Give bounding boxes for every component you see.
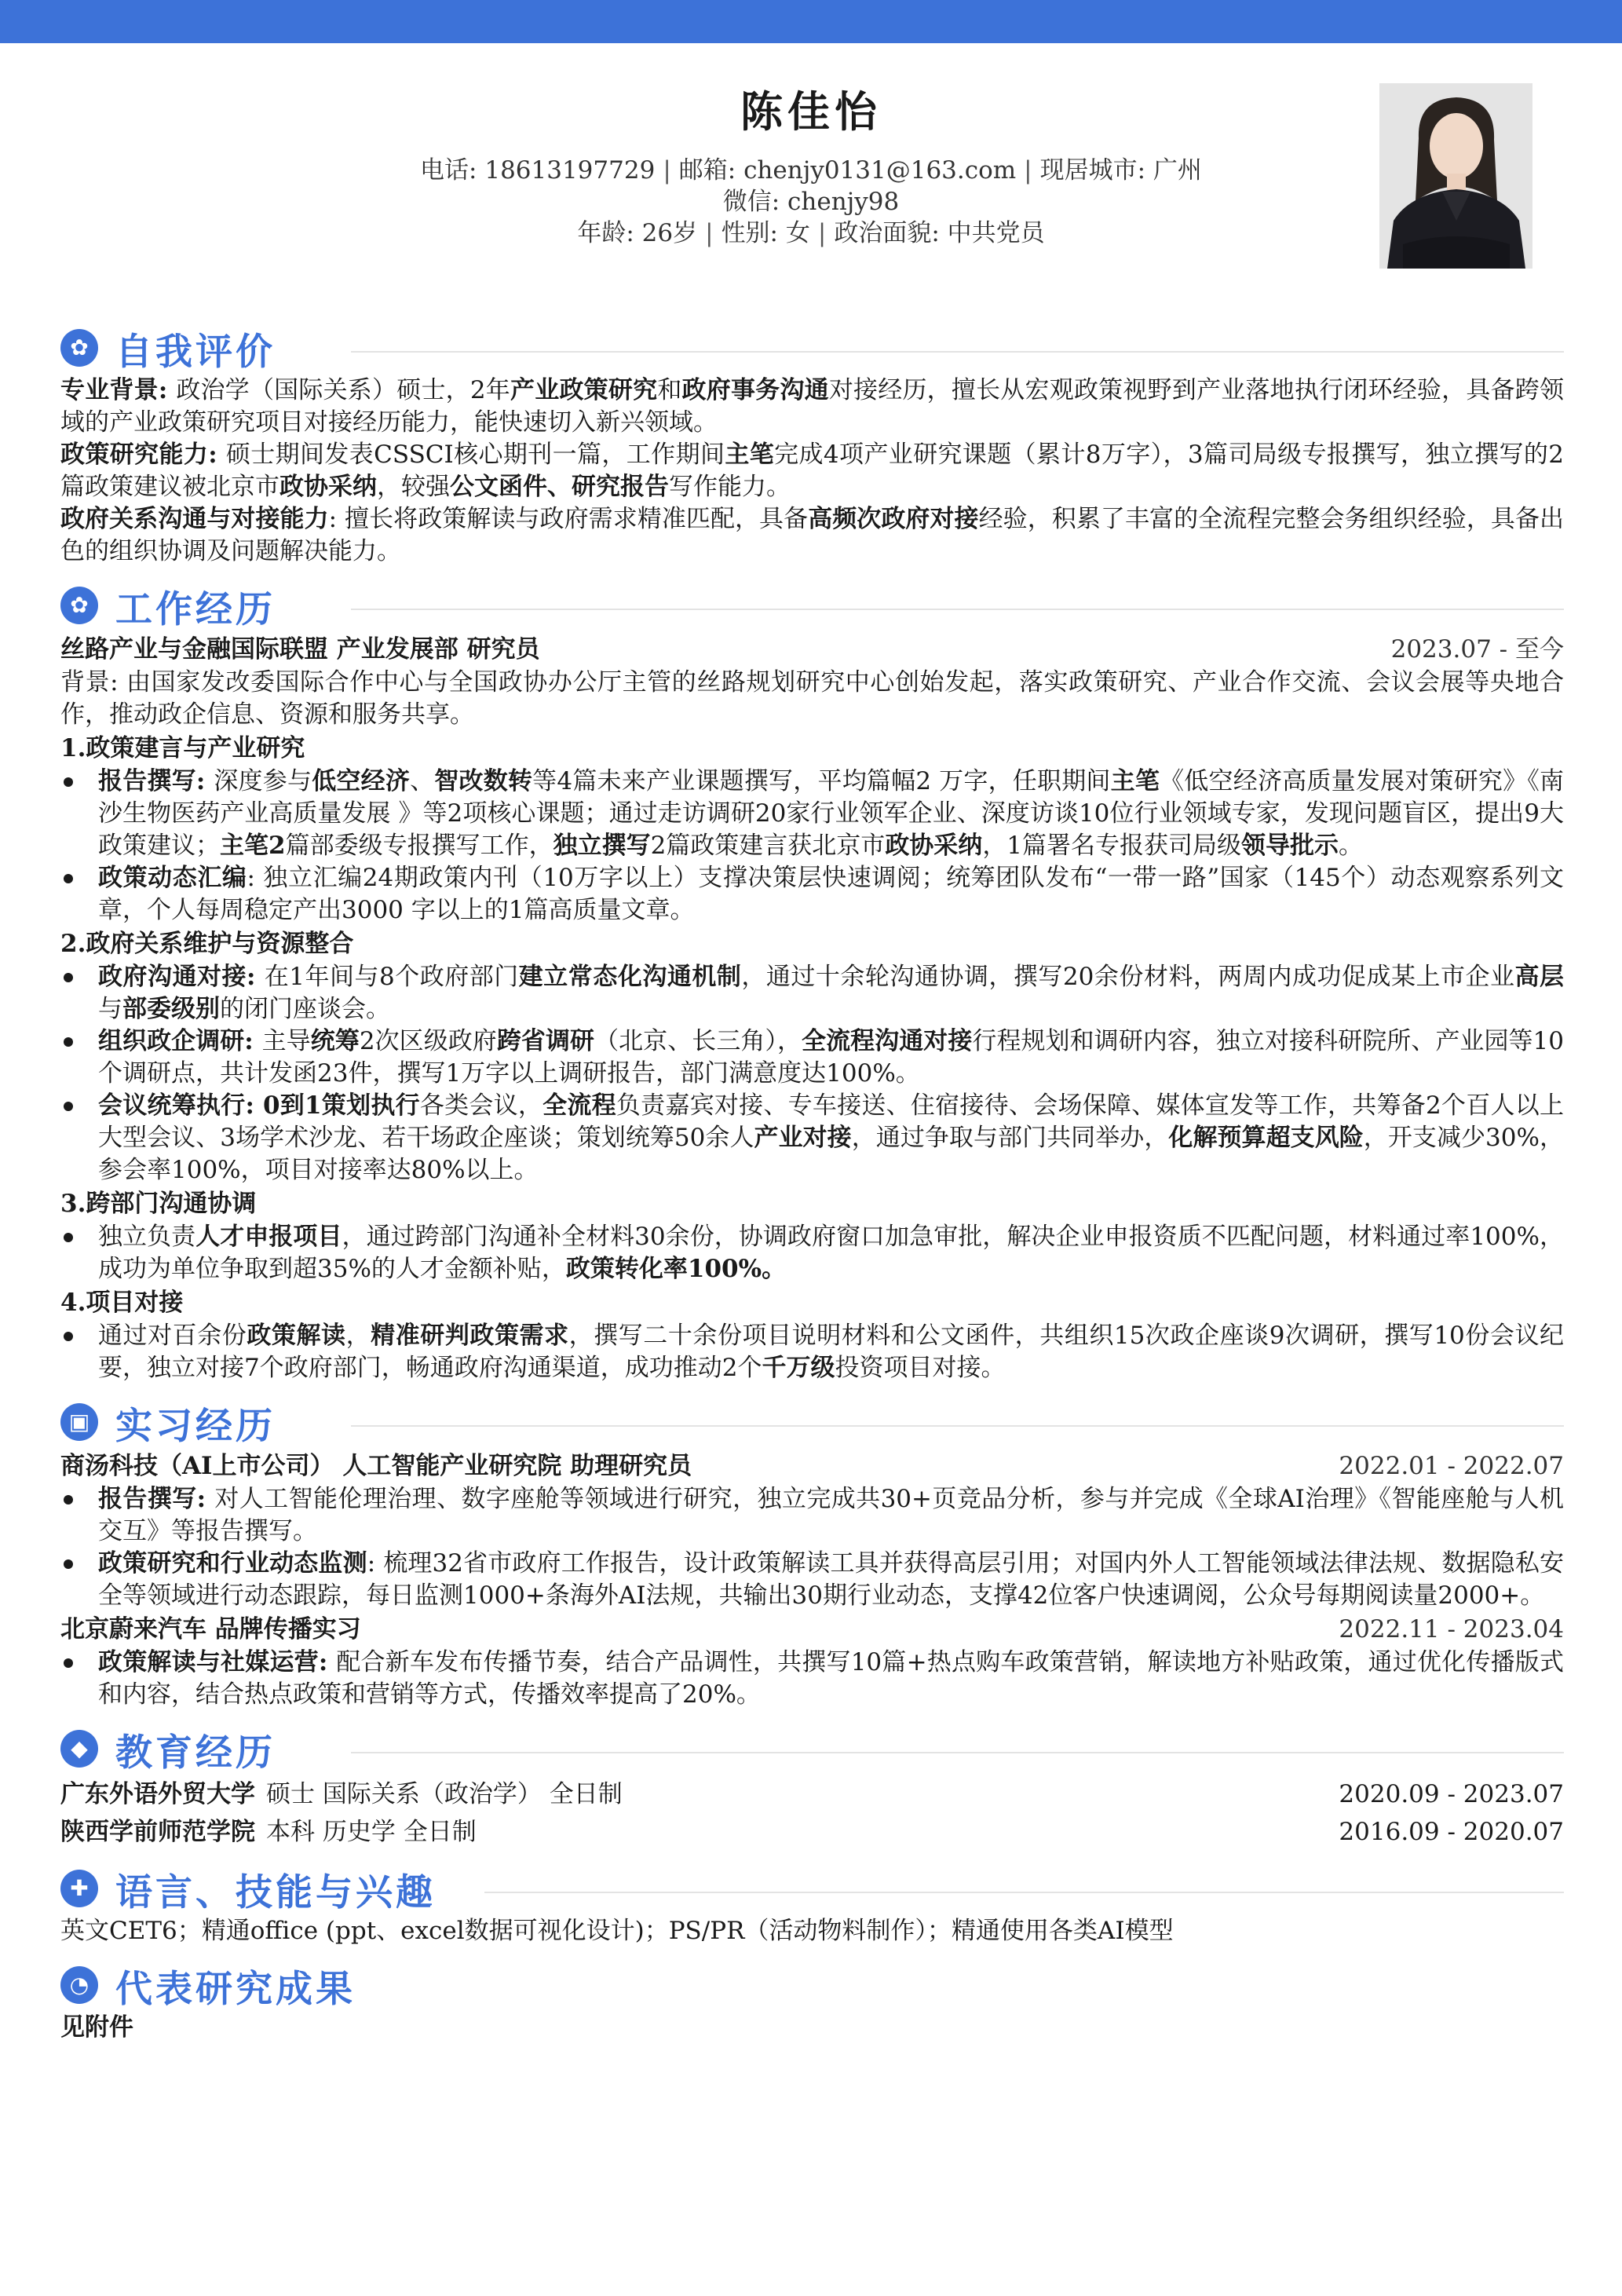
text: 独立负责 <box>98 1223 196 1251</box>
text: ，通过十余轮沟通协调，撰写20余份材料，两周内成功促成某上市企业 <box>741 963 1515 991</box>
sub-heading: 1.政策建言与产业研究 <box>60 734 305 762</box>
school-name: 陕西学前师范学院 <box>60 1818 255 1846</box>
age: 年龄: 26岁 <box>577 219 698 247</box>
school-name: 广东外语外贸大学 <box>60 1780 255 1808</box>
bold-text: 跨省调研 <box>496 1027 595 1055</box>
text: ，撰写二十余份项目说明材料和公文函件，共组织15次政企座谈9次调研，撰写10份会议纪要，独立对接7个政府部门，畅通政府沟通渠道，成功推动2个 <box>98 1322 1565 1382</box>
education-entry <box>60 1775 1564 1813</box>
bullet-dot-icon <box>64 1102 73 1111</box>
text: 的闭门座谈会。 <box>220 995 390 1023</box>
education-date: 2020.09 - 2023.07 <box>1339 1780 1564 1808</box>
bullet-dot-icon <box>64 1658 73 1668</box>
section-divider <box>351 351 1564 353</box>
gender: 性别: 女 <box>721 219 810 247</box>
briefcase-icon: ▣ <box>60 1403 98 1441</box>
bullet-item <box>60 1320 1564 1384</box>
bullet-item <box>60 766 1564 862</box>
section-header-self-eval <box>60 318 1564 375</box>
job-header <box>60 1449 1564 1483</box>
bullet-dot-icon <box>64 1332 73 1341</box>
job-header <box>60 632 1564 667</box>
bold-text: 全流程 <box>542 1091 616 1120</box>
bold-text: 人才申报项目 <box>195 1223 342 1251</box>
text: 对接经历，擅长从宏观政策视野到产业落地执行闭环经验，具备跨领域的产业政策研究项目对接经历能力，能快速切入新兴领域。 <box>60 376 1564 437</box>
degree-detail: 本科 历史学 全日制 <box>266 1818 477 1846</box>
sub-heading: 4.项目对接 <box>60 1289 184 1317</box>
section-header-education <box>60 1719 1564 1775</box>
email: 邮箱: chenjy0131@163.com <box>678 156 1017 185</box>
puzzle-icon: ✿ <box>60 587 98 624</box>
bold-text: 会议统筹执行: 0到1策划执行 <box>98 1091 420 1120</box>
section-title: 语言、技能与兴趣 <box>115 1871 436 1914</box>
bold-text: 政策研究和行业动态监测 <box>98 1549 367 1578</box>
bold-text: 全流程沟通对接 <box>802 1027 973 1055</box>
section-divider <box>351 1752 1564 1753</box>
text: 主导 <box>261 1027 311 1055</box>
wechat: 微信: chenjy98 <box>722 188 900 216</box>
section-divider <box>351 609 1564 610</box>
bold-text: 政协采纳 <box>279 473 377 501</box>
section-header-skills <box>60 1859 1564 1915</box>
bold-text: 精准研判政策需求 <box>371 1322 569 1350</box>
text: 写作能力。 <box>669 473 791 501</box>
wrench-icon: ✚ <box>60 1870 98 1907</box>
bullet-item <box>60 1090 1564 1186</box>
section-header-research <box>60 1955 1564 2012</box>
section-divider <box>484 1892 1564 1893</box>
self-eval-background <box>60 375 1564 439</box>
text: 。 <box>1339 832 1364 860</box>
job-title: 丝路产业与金融国际联盟 产业发展部 研究员 <box>60 635 540 664</box>
bold-text: 建立常态化沟通机制 <box>518 963 742 991</box>
bullet-item <box>60 1647 1564 1711</box>
text: 通过对百余份 <box>98 1322 247 1350</box>
text: 负责嘉宾对接、专车接送、住宿接待、会场保障、媒体宣发等工作，共筹备2个百人以上大型会议、3场学术沙龙、若干场政企座谈；策划统筹50余人 <box>98 1091 1565 1152</box>
bold-text: 组织政企调研: <box>98 1027 262 1055</box>
text: 对人工智能伦理治理、数字座舱等领域进行研究，独立完成共30+页竞品分析，参与并完成《全球AI治理》《智能座舱与人机交互》等报告撰写。 <box>98 1485 1564 1545</box>
text: 2次区级政府 <box>359 1027 497 1055</box>
bullet-item <box>60 862 1564 927</box>
text: 深度参与 <box>214 767 312 795</box>
bullet-list <box>60 766 1564 927</box>
job-date: 2022.11 - 2023.04 <box>1339 1615 1564 1643</box>
text: 经验，积累了丰富的全流程完整会务组织经验，具备出色的组织协调及问题解决能力。 <box>60 505 1565 565</box>
self-eval-research-ability <box>60 439 1564 503</box>
clock-icon: ◔ <box>60 1966 98 2004</box>
bullet-dot-icon <box>64 1037 73 1047</box>
bold-text: 产业对接 <box>754 1124 852 1152</box>
contact-line-3: 年龄: 26岁 | 性别: 女 | 政治面貌: 中共党员 <box>577 219 1045 247</box>
political-status: 政治面貌: 中共党员 <box>834 219 1045 247</box>
text: 行程规划和调研内容，独立对接科研院所、产业园等10个调研点，共计发函23件，撰写1万字以上调研报告，部门满意度达100%。 <box>98 1027 1565 1088</box>
bullet-item <box>60 961 1564 1026</box>
bullet-dot-icon <box>64 1233 73 1242</box>
education-date: 2016.09 - 2020.07 <box>1339 1818 1564 1846</box>
text: 篇部委级专报撰写工作， <box>285 832 553 860</box>
text: 硕士期间发表CSSCI核心期刊一篇，工作期间 <box>225 441 725 469</box>
job-background: 背景: 由国家发改委国际合作中心与全国政协办公厅主管的丝路规划研究中心创始发起，落实政策研究、产业合作交流、会议会展等央地合作，推动政企信息、资源和服务共享。 <box>60 668 1564 729</box>
job-title: 商汤科技（AI上市公司） 人工智能产业研究院 助理研究员 <box>60 1452 692 1480</box>
text: 各类会议， <box>419 1091 543 1120</box>
bold-text: 化解预算超支风险 <box>1168 1124 1364 1152</box>
bold-text: 统筹 <box>310 1027 360 1055</box>
bullet-list <box>60 1320 1564 1384</box>
bold-text: 智改数转 <box>434 767 533 795</box>
text: ，较强 <box>377 473 450 501</box>
job-title: 北京蔚来汽车 品牌传播实习 <box>60 1615 361 1643</box>
bold-text: 高层 <box>1514 963 1564 991</box>
top-accent-bar <box>0 0 1622 43</box>
bullet-item <box>60 1221 1564 1285</box>
bullet-dot-icon <box>64 1495 73 1504</box>
bold-text: 专业背景: <box>60 376 177 404</box>
bold-text: 领导批示 <box>1241 832 1339 860</box>
text: ，开支减少30%，参会率100%，项目对接率达80%以上。 <box>98 1124 1565 1184</box>
bullet-item <box>60 1026 1564 1090</box>
graduation-cap-icon: ◆ <box>60 1730 98 1768</box>
bold-text: 低空经济 <box>312 767 411 795</box>
text: ， <box>345 1322 371 1350</box>
section-divider <box>351 1425 1564 1427</box>
contact-line-1: 电话: 18613197729 | 邮箱: chenjy0131@163.com | 现居城市: 广州 <box>420 156 1202 185</box>
bold-text: 政策研究能力: <box>60 441 226 469</box>
bullet-list <box>60 1647 1564 1711</box>
bold-text: 政策动态汇编 <box>98 864 247 892</box>
self-eval-gov-relations <box>60 503 1564 568</box>
bold-text: 报告撰写: <box>98 1485 215 1513</box>
bold-text: 政策转化率100%。 <box>565 1255 787 1283</box>
sub-heading: 2.政府关系维护与资源整合 <box>60 930 354 958</box>
bullet-dot-icon <box>64 1559 73 1569</box>
bold-text: 政策解读 <box>247 1322 346 1350</box>
text: 完成4项产业研究课题（累计8万字），3篇司局级专报撰写，独立撰写的2篇政策建议被北京市 <box>60 441 1564 501</box>
job-date: 2023.07 - 至今 <box>1390 635 1564 664</box>
bold-text: 部委级别 <box>122 995 220 1023</box>
text: 配合新车发布传播节奏，结合产品调性，共撰写10篇+热点购车政策营销，解读地方补贴政策，通过优化传播版式和内容，结合热点政策和营销等方式，传播效率提高了20%。 <box>98 1648 1564 1709</box>
text: ，通过跨部门沟通补全材料30余份，协调政府窗口加急审批，解决企业申报资质不匹配问题，材料通过率100%，成功为单位争取到超35%的人才金额补贴， <box>98 1223 1565 1283</box>
text: 《低空经济高质量发展对策研究》《南沙生物医药产业高质量发展 》等2项核心课题；通过走访调研20家行业领军企业、深度访谈10位行业领域专家，发现问题盲区，提出9大政策建议； <box>98 767 1565 860</box>
section-title: 自我评价 <box>115 331 276 374</box>
section-title: 工作经历 <box>115 588 276 631</box>
bold-text: 主笔 <box>1110 767 1160 795</box>
text: 2篇政策建言获北京市 <box>650 832 886 860</box>
bullet-item <box>60 1548 1564 1612</box>
job-date: 2022.01 - 2022.07 <box>1339 1452 1564 1480</box>
puzzle-icon: ✿ <box>60 329 98 367</box>
text: 和 <box>657 376 682 404</box>
bullet-list <box>60 1221 1564 1285</box>
bold-text: 产业政策研究 <box>510 376 658 404</box>
text: 、 <box>410 767 435 795</box>
bold-text: 千万级 <box>762 1354 835 1382</box>
bold-text: 主笔2 <box>220 832 286 860</box>
bold-text: 主笔 <box>725 441 775 469</box>
text: 与 <box>98 995 122 1023</box>
sub-heading: 3.跨部门沟通协调 <box>60 1190 257 1218</box>
bullet-dot-icon <box>64 777 73 787</box>
text: ，1篇署名专报获司局级 <box>982 832 1242 860</box>
text: 政治学（国际关系）硕士，2年 <box>176 376 511 404</box>
text: （北京、长三角）， <box>594 1027 802 1055</box>
section-title: 教育经历 <box>115 1731 276 1775</box>
bullet-dot-icon <box>64 874 73 883</box>
text: : 擅长将政策解读与政府需求精准匹配，具备 <box>328 505 809 533</box>
city: 现居城市: 广州 <box>1039 156 1202 185</box>
bullet-list <box>60 961 1564 1186</box>
candidate-name: 陈佳怡 <box>740 86 882 137</box>
text: 在1年间与8个政府部门 <box>264 963 519 991</box>
bold-text: 政策解读与社媒运营: <box>98 1648 337 1676</box>
bold-text: 报告撰写: <box>98 767 214 795</box>
text: 投资项目对接。 <box>835 1354 1006 1382</box>
resume-content <box>60 310 1564 2044</box>
text: : 梳理32省市政府工作报告，设计政策解读工具并获得高层引用；对国内外人工智能领域法律法规、数据隐私安全等领域进行动态跟踪，每日监测1000+条海外AI法规，共输出30期行业动态，支撑42位客户快速调阅，公众号每期阅读量2000+。 <box>98 1549 1564 1610</box>
bold-text: 公文函件、研究报告 <box>450 473 669 501</box>
profile-photo <box>1379 83 1532 269</box>
degree-detail: 硕士 国际关系（政治学） 全日制 <box>266 1780 623 1808</box>
bold-text: 政协采纳 <box>885 832 983 860</box>
education-entry <box>60 1813 1564 1851</box>
bold-text: 高频次政府对接 <box>808 505 979 533</box>
bold-text: 政府沟通对接: <box>98 963 265 991</box>
bullet-item <box>60 1483 1564 1548</box>
bullet-dot-icon <box>64 973 73 982</box>
section-title: 实习经历 <box>115 1405 276 1448</box>
skills-text: 英文CET6；精通office (ppt、excel数据可视化设计)；PS/PR（活动物料制作）；精通使用各类AI模型 <box>60 1917 1174 1945</box>
bullet-list <box>60 1483 1564 1612</box>
text: 等4篇未来产业课题撰写，平均篇幅2 万字，任职期间 <box>532 767 1111 795</box>
section-title: 代表研究成果 <box>115 1968 356 2011</box>
bold-text: 独立撰写 <box>553 832 651 860</box>
bold-text: 政府事务沟通 <box>681 376 829 404</box>
text: ，通过争取与部门共同举办， <box>851 1124 1169 1152</box>
phone: 电话: 18613197729 <box>420 156 656 185</box>
bold-text: 政府关系沟通与对接能力 <box>60 505 329 533</box>
text: : 独立汇编24期政策内刊（10万字以上）支撑决策层快速调阅；统筹团队发布“一带一路”国家（145个）动态观察系列文章，个人每周稳定产出3000 字以上的1篇高质量文章。 <box>98 864 1564 924</box>
research-text: 见附件 <box>60 2013 133 2042</box>
section-header-work <box>60 576 1564 632</box>
job-header <box>60 1612 1564 1647</box>
section-header-intern <box>60 1392 1564 1449</box>
